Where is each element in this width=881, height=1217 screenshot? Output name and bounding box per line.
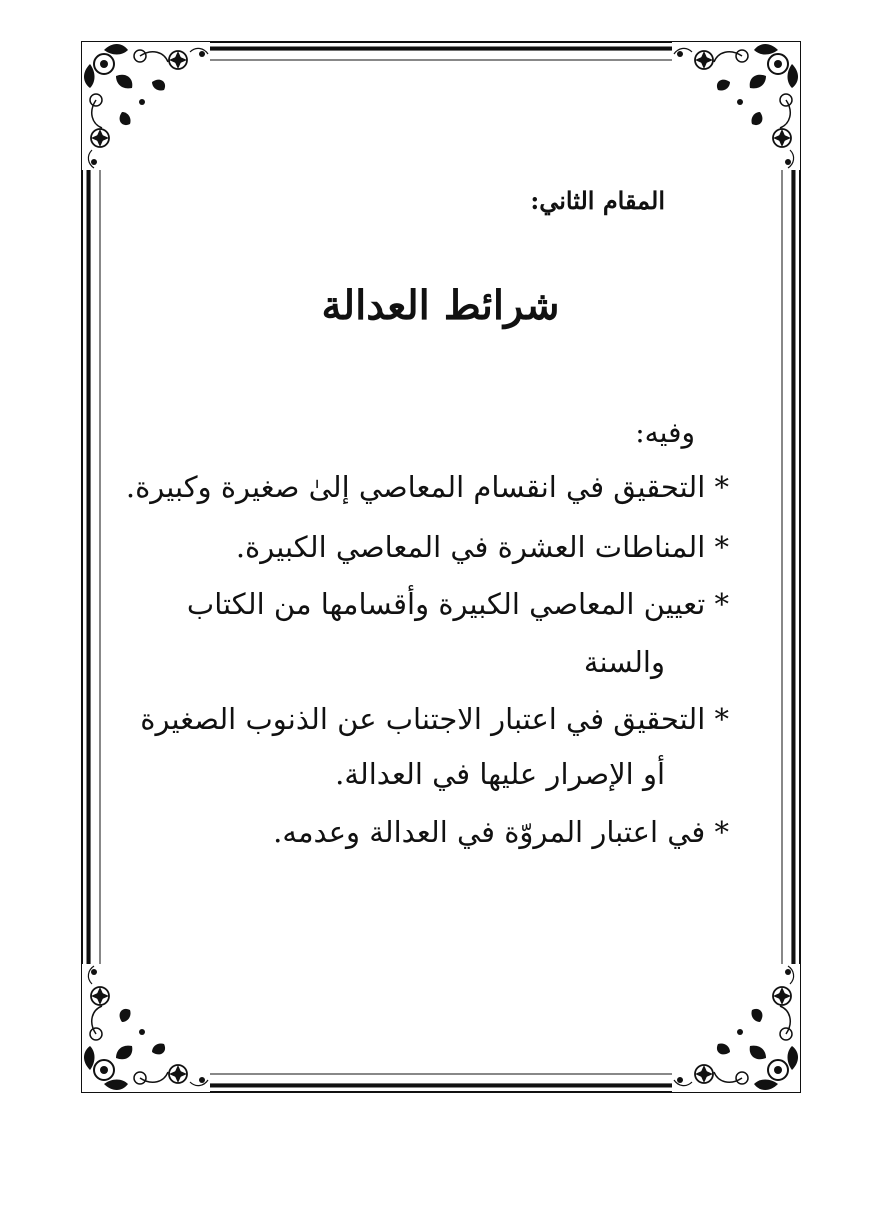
intro-text: وفيه: (635, 416, 695, 449)
list-item-continuation: والسنة (583, 645, 665, 679)
corner-ornament-bottom-right-icon (672, 964, 800, 1092)
list-item: * المناطات العشرة في المعاصي الكبيرة. (235, 530, 729, 564)
section-label: المقام الثاني: (530, 186, 665, 215)
page-title: شرائط العدالة (321, 282, 560, 329)
list-item: * التحقيق في انقسام المعاصي إلىٰ صغيرة وكبيرة. (125, 470, 729, 504)
list-item: * التحقيق في اعتبار الاجتناب عن الذنوب الصغيرة (140, 702, 729, 736)
list-item: * في اعتبار المروّة في العدالة وعدمه. (273, 815, 729, 849)
list-item-continuation: أو الإصرار عليها في العدالة. (335, 757, 665, 791)
corner-ornament-top-right-icon (672, 42, 800, 170)
corner-ornament-bottom-left-icon (82, 964, 210, 1092)
corner-ornament-top-left-icon (82, 42, 210, 170)
list-item: * تعيين المعاصي الكبيرة وأقسامها من الكتاب (186, 587, 729, 621)
